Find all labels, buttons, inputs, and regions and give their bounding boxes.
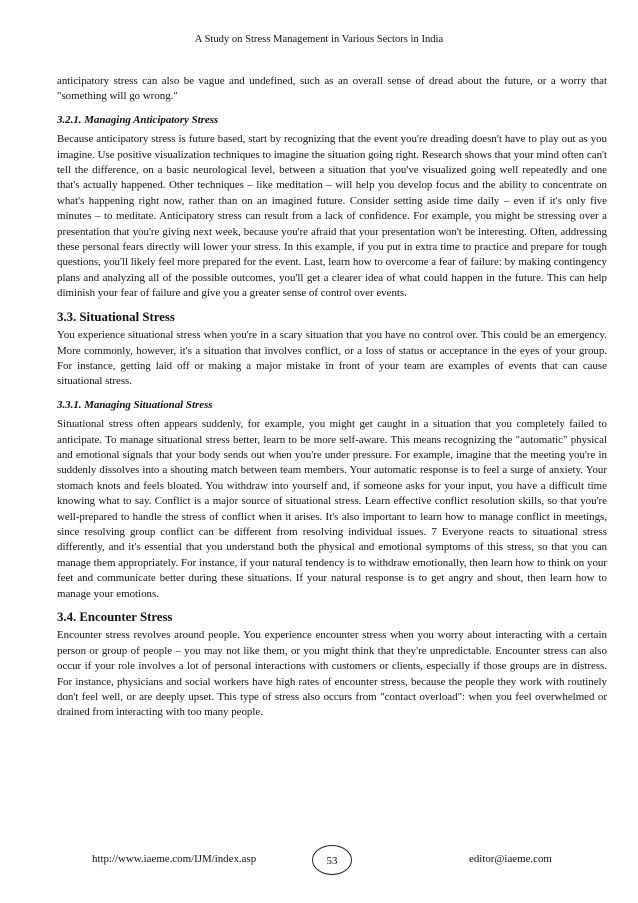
heading-3-3-1: 3.3.1. Managing Situational Stress	[57, 398, 213, 411]
page-footer	[0, 845, 638, 875]
paragraph-3-2-1: Because anticipatory stress is future based, start by recognizing that the event you're dreading doesn't have to play out as you imagine. Use positive visualization techniques to imagine the situation going right. Research shows that your mind often can't tell the difference, on a basic neurological level, between a situation that you've visualized going well repeatedly and one that's actually happened. Other techniques – like meditation – will help you develop focus and the ability to concentrate on what's happening right now, rather than on an imagined future. Consider setting aside time daily – even if it's only five minutes – to meditate. Anticipatory stress can result from a lack of confidence. For example, you might be stressing over a presentation that you're giving next week, because you're afraid that your presentation won't be interesting. Often, addressing these personal fears directly will lower your stress. In this example, if you put in extra time to practice and prepare for tough questions, you'll likely feel more prepared for the event. Last, learn how to overcome a fear of failure: by making contingency plans and analyzing all of the possible outcomes, you'll get a clearer idea of what could happen in the future. This can help diminish your fear of failure and give you a greater sense of control over events.	[57, 133, 607, 300]
footer-email-link[interactable]: editor@iaeme.com	[469, 853, 552, 865]
heading-3-2-1: 3.2.1. Managing Anticipatory Stress	[57, 113, 219, 126]
heading-3-3: 3.3. Situational Stress	[57, 309, 175, 324]
running-header: A Study on Stress Management in Various Sectors in India	[194, 34, 444, 45]
paragraph-3-4: Encounter stress revolves around people. You experience encounter stress when you worry about interacting with a certain person or group of people – you may not like them, or you might think that they're unpredictable. Encounter stress can also occur if your role involves a lot of personal interactions with customers or clients, especially if those groups are in distress. For instance, physicians and social workers have high rates of encounter stress, because the people they work with routinely don't feel well, or are deeply upset. This type of stress also occurs from "contact overload": when you feel overwhelmed or drained from interacting with too many people.	[57, 629, 607, 719]
heading-3-4: 3.4. Encounter Stress	[57, 610, 173, 624]
paragraph-3-3: You experience situational stress when you're in a scary situation that you have no control over. This could be an emergency. More commonly, however, it's a situation that involves conflict, or a loss of status or acceptance in the eyes of your group. For instance, getting laid off or making a major mistake in front of your team are examples of events that can cause situational stress.	[57, 329, 607, 388]
paragraph-3-3-1: Situational stress often appears suddenly, for example, you might get caught in a situation that you completely failed to anticipate. To manage situational stress better, learn to be more self-aware. This means recognizing the "automatic" physical and emotional signals that your body sends out when you're under pressure. For example, imagine that the meeting you're in suddenly dissolves into a shouting match between team members. Your automatic response is to feel a surge of anxiety. Your stomach knots and feels bloated. You withdraw into yourself and, if someone asks for your input, you have a difficult time knowing what to say. Conflict is a major source of situational stress. Learn effective conflict resolution skills, so that you're well-prepared to handle the stress of conflict when it arises. It's also important to learn how to manage conflict in meetings, since resolving group conflict can be different from resolving individual issues. 7 Everyone reacts to situational stress differently, and it's essential that you understand both the physical and emotional symptoms of this stress, so that you can manage them appropriately. For instance, if your natural tendency is to withdraw emotionally, then learn how to think on your feet and communicate better during these situations. If your natural response is to get angry and shout, then learn how to manage your emotions.	[57, 418, 607, 600]
page-number-badge: 53	[312, 845, 352, 875]
footer-url-link[interactable]: http://www.iaeme.com/IJM/index.asp	[92, 853, 257, 865]
body-content	[57, 74, 607, 729]
paragraph-intro: anticipatory stress can also be vague and undefined, such as an overall sense of dread about the future, or a worry that "something will go wrong."	[57, 75, 607, 103]
